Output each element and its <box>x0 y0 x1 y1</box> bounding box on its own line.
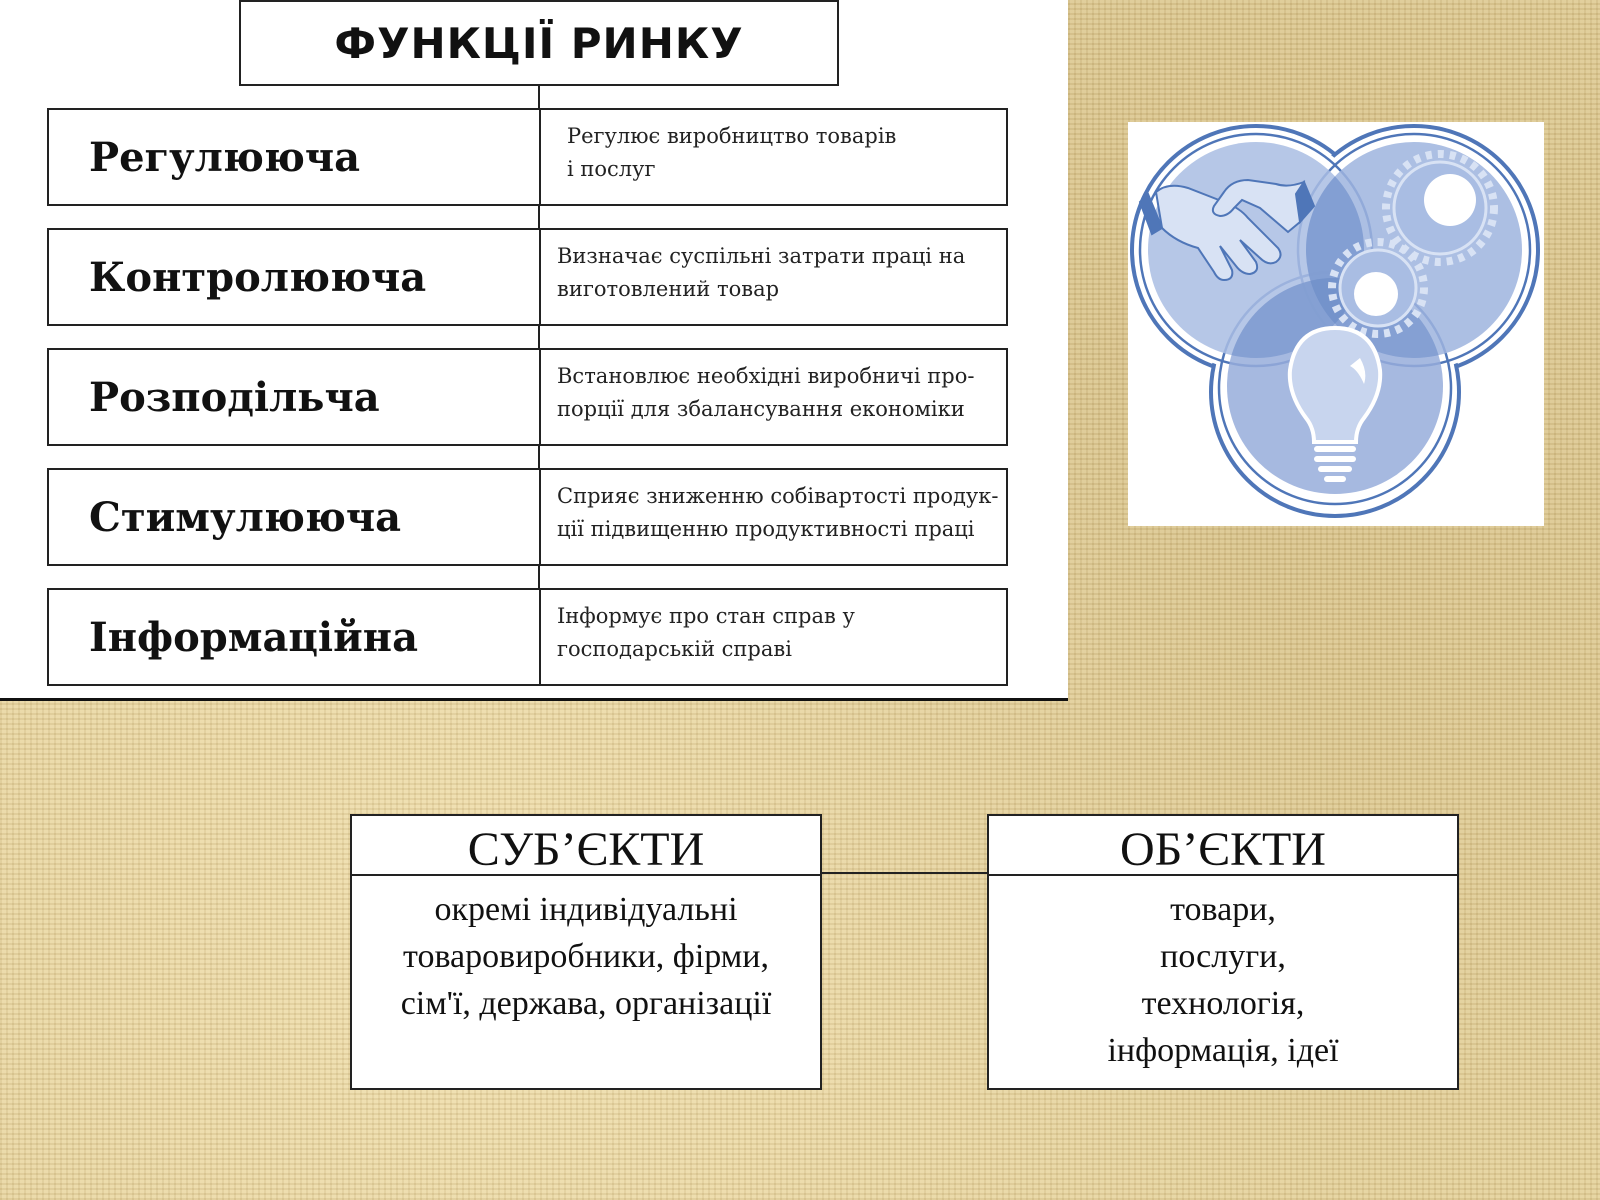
objects-heading: ОБ’ЄКТИ <box>989 816 1457 876</box>
function-name: Регулююча <box>89 133 361 181</box>
subjects-text: окремі індивідуальні товаровиробники, фірми, сім'ї, держава, організації <box>400 891 772 1022</box>
row-divider <box>539 590 541 684</box>
function-row-stimulating <box>47 468 1008 566</box>
row-divider <box>539 470 541 564</box>
function-description: Визначає суспільні затрати праці на виготовлений товар <box>557 244 966 301</box>
connector-line <box>538 566 540 590</box>
function-name: Розподільча <box>89 373 380 421</box>
market-functions-panel <box>0 0 1068 701</box>
function-row-controlling <box>47 228 1008 326</box>
function-description: Встановлює необхідні виробничі про- порції для збалансування економіки <box>557 364 975 421</box>
row-divider <box>539 350 541 444</box>
row-divider <box>539 110 541 204</box>
function-description: Регулює виробництво товарів і послуг <box>567 124 897 181</box>
subjects-box <box>350 814 822 1090</box>
connector-line <box>538 86 540 110</box>
function-name: Контролююча <box>89 253 427 301</box>
objects-box <box>987 814 1459 1090</box>
connector-line <box>538 446 540 470</box>
function-description: Інформує про стан справ у господарській справі <box>557 604 855 661</box>
connector-line <box>538 326 540 350</box>
function-row-informational <box>47 588 1008 686</box>
connector-line <box>538 206 540 230</box>
function-name: Стимулююча <box>89 493 402 541</box>
function-name: Інформаційна <box>89 613 418 661</box>
row-divider <box>539 230 541 324</box>
market-logo-image <box>1128 122 1544 526</box>
function-row-regulating <box>47 108 1008 206</box>
objects-text: товари, послуги, технологія, інформація, ідеї <box>1107 891 1339 1069</box>
subjects-heading: СУБ’ЄКТИ <box>352 816 820 876</box>
connector-line <box>822 872 988 874</box>
function-description: Сприяє зниженню собівартості продук- ції підвищенню продуктивності праці <box>557 484 999 541</box>
function-row-distributive <box>47 348 1008 446</box>
functions-title: ФУНКЦІЇ РИНКУ <box>239 0 839 86</box>
